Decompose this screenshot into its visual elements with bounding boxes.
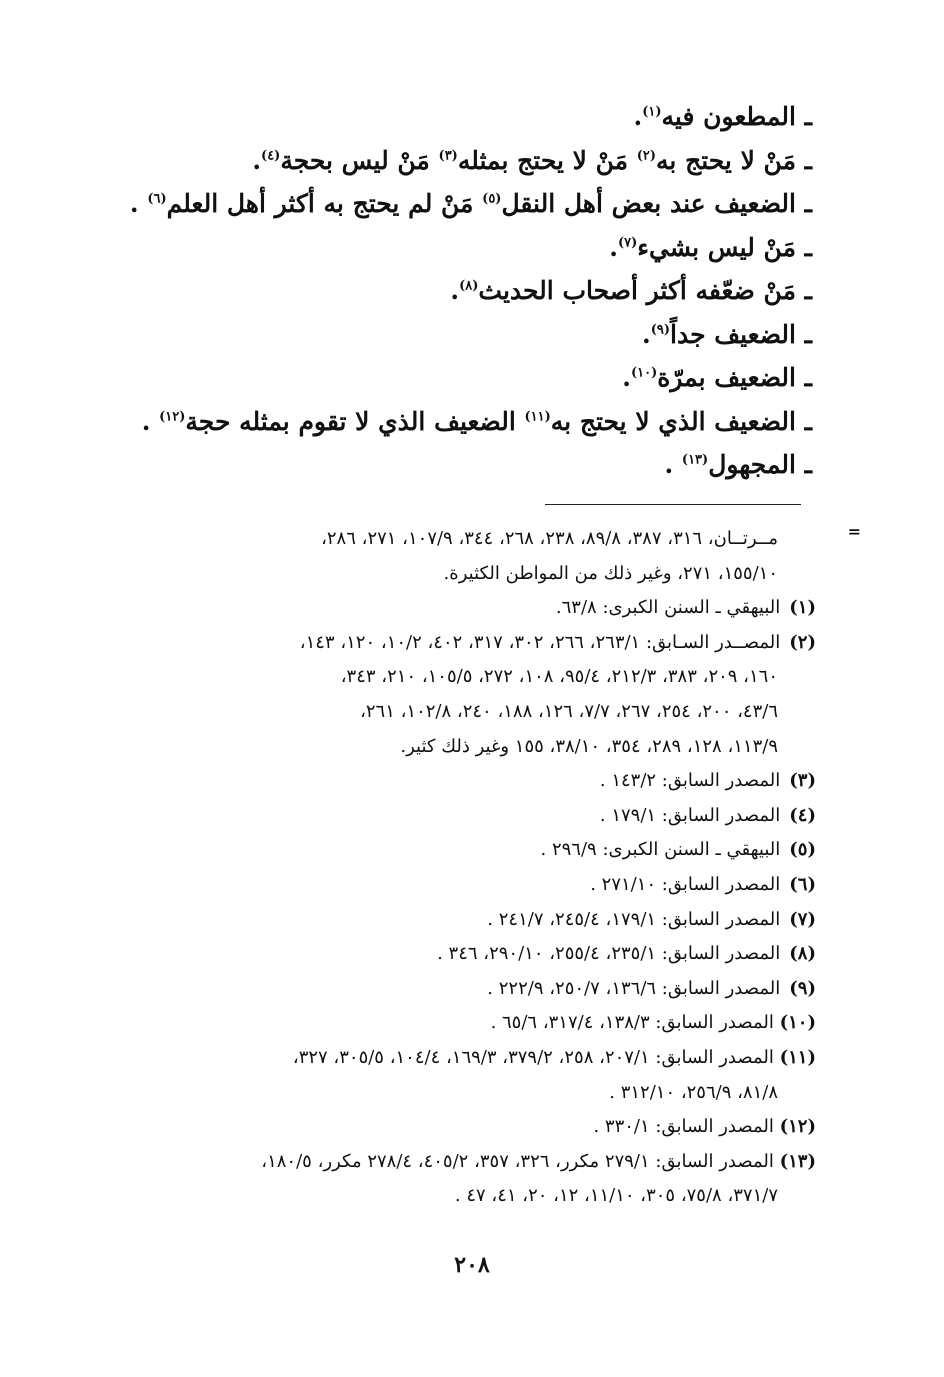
footnote-text: البيهقي ـ السنن الكبرى: ٢٩٦/٩ . bbox=[540, 839, 781, 861]
footnote-ref[interactable]: (٩) bbox=[650, 322, 671, 338]
footnote-ref[interactable]: (١٣) bbox=[681, 452, 709, 468]
footnote-ref[interactable]: (٨) bbox=[459, 278, 479, 294]
footnote-ref[interactable]: (٥) bbox=[482, 191, 502, 207]
footnote-2 bbox=[96, 626, 816, 661]
footnote-ref[interactable]: (١٢) bbox=[159, 409, 186, 425]
main-line-6: ـ الضعيف جداً$^{(٩)}$. bbox=[642, 319, 812, 349]
footnote-ref[interactable]: (٧) bbox=[617, 235, 638, 251]
footnotes-block bbox=[96, 522, 861, 1214]
footnote-text: المصــدر السـابق: ٢٦٣/١، ٢٦٦، ٣٠٢، ٣١٧، ٤٠٢، ١٠/٢، ١٢٠، ١٤٣، bbox=[299, 631, 781, 653]
footnote-11 bbox=[96, 1041, 816, 1076]
footnote-2-line-4: ١١٣/٩، ١٢٨، ٢٨٩، ٣٥٤، ٣٨/١٠، ١٥٥ وغير ذلك كثير. bbox=[400, 735, 778, 757]
footnote-number: (١) bbox=[789, 597, 816, 619]
footnote-13 bbox=[96, 1145, 816, 1180]
footnote-text: المصدر السابق: ١٣٨/٣، ٣١٧/٤، ٦٥/٦ . bbox=[490, 1012, 774, 1034]
main-line-8: ـ الضعيف الذي لا يحتج به$^{(١١)}$ الضعيف الذي لا تقوم بمثله حجة$^{(١٢)}$ . bbox=[141, 406, 812, 436]
main-line-1: ـ المطعون فيه$^{(١)}$. bbox=[633, 102, 812, 131]
footnote-2-line-3: ٤٣/٦، ٢٠٠، ٢٥٤، ٢٦٧، ٧/٧، ١٢٦، ١٨٨، ٢٤٠، ١٠٢/٨، ٢٦١، bbox=[360, 700, 778, 722]
footnote-13-line-2: ٣٧١/٧، ٧٥/٨، ٣٠٥، ١١/١٠، ١٢، ٢٠، ٤١، ٤٧ . bbox=[454, 1185, 778, 1207]
footnote-ref[interactable]: (١) bbox=[642, 104, 662, 120]
footnote-ref[interactable]: (٤) bbox=[261, 148, 281, 164]
footnote-number: (٣) bbox=[789, 770, 816, 792]
footnote-5 bbox=[96, 833, 816, 868]
footnote-divider bbox=[545, 504, 801, 505]
footnote-ref[interactable]: (٢) bbox=[636, 148, 657, 164]
main-line-4: ـ مَنْ ليس بشيء$^{(٧)}$. bbox=[609, 232, 812, 262]
footnote-number: (٩) bbox=[789, 977, 816, 999]
footnote-text: البيهقي ـ السنن الكبرى: ٦٣/٨. bbox=[555, 597, 781, 619]
main-line-2: ـ مَنْ لا يحتج به$^{(٢)}$ مَنْ لا يحتج بمثله$^{(٣)}$ مَنْ ليس بحجة$^{(٤)}$. bbox=[252, 145, 812, 175]
footnote-text: المصدر السابق: ١٤٣/٢ . bbox=[599, 770, 781, 792]
footnote-text: المصدر السابق: ١٧٩/١، ٢٤٥/٤، ٢٤١/٧ . bbox=[487, 908, 781, 930]
footnote-3 bbox=[96, 764, 816, 799]
footnote-8 bbox=[96, 937, 816, 972]
footnote-2-line-2: ١٦٠، ٢٠٩، ٣٨٣، ٢١٢/٣، ٩٥/٤، ١٠٨، ٢٧٢، ١٠٥/٥، ٢١٠، ٣٤٣، bbox=[340, 666, 778, 688]
footnote-ref[interactable]: (١١) bbox=[524, 409, 551, 425]
footnote-12 bbox=[96, 1110, 816, 1145]
footnote-1 bbox=[96, 591, 816, 626]
main-line-3: ـ الضعيف عند بعض أهل النقل$^{(٥)}$ مَنْ لم يحتج به أكثر أهل العلم$^{(٦)}$ . bbox=[129, 189, 812, 218]
footnote-number: (١٢) bbox=[779, 1116, 816, 1138]
footnote-text: المصدر السابق: ٢٣٥/١، ٢٥٥/٤، ٢٩٠/١٠، ٣٤٦ . bbox=[437, 943, 781, 965]
footnote-text: المصدر السابق: ٢٧٩/١ مكرر، ٣٢٦، ٣٥٧، ٤٠٥/٢، ٢٧٨/٤ مكرر، ١٨٠/٥، bbox=[261, 1150, 774, 1172]
footnote-number: (٢) bbox=[789, 631, 816, 653]
footnote-ref[interactable]: (١٠) bbox=[630, 365, 658, 381]
footnote-number: (١٠) bbox=[779, 1012, 816, 1034]
continuation-mark: = bbox=[847, 522, 861, 541]
footnote-4 bbox=[96, 799, 816, 834]
footnote-text: المصدر السابق: ٣٣٠/١ . bbox=[593, 1116, 774, 1138]
main-line-5: ـ مَنْ ضعّفه أكثر أصحاب الحديث$^{(٨)}$. bbox=[450, 276, 812, 305]
footnote-number: (٧) bbox=[789, 908, 816, 930]
page-number: ٢٠٨ bbox=[454, 1252, 490, 1278]
footnote-9 bbox=[96, 972, 816, 1007]
footnote-text: المصدر السابق: ٢٧١/١٠ . bbox=[590, 873, 781, 895]
footnote-7 bbox=[96, 903, 816, 938]
footnote-text: المصدر السابق: ١٣٦/٦، ٢٥٠/٧، ٢٢٢/٩ . bbox=[487, 977, 781, 999]
main-text-block bbox=[112, 95, 812, 487]
footnote-11-line-2: ٨١/٨، ٢٥٦/٩، ٣١٢/١٠ . bbox=[609, 1081, 778, 1103]
footnote-ref[interactable]: (٦) bbox=[147, 191, 167, 207]
footnote-continuation-line-1: مــرتــان، ٣١٦، ٣٨٧، ٨٩/٨، ٢٣٨، ٢٦٨، ٣٤٤، ١٠٧/٩، ٢٧١، ٢٨٦، bbox=[321, 528, 778, 549]
footnote-ref[interactable]: (٣) bbox=[438, 148, 458, 164]
footnote-number: (٦) bbox=[789, 873, 816, 895]
main-line-9: ـ المجهول$^{(١٣)}$ . bbox=[664, 450, 812, 479]
footnote-10 bbox=[96, 1006, 816, 1041]
footnote-number: (٥) bbox=[789, 839, 816, 861]
footnote-continuation-line-2: ١٥٥/١٠، ٢٧١، وغير ذلك من المواطن الكثيرة. bbox=[443, 562, 778, 584]
footnote-number: (١١) bbox=[779, 1046, 816, 1068]
main-line-7: ـ الضعيف بمرّة$^{(١٠)}$. bbox=[622, 363, 812, 392]
footnote-6 bbox=[96, 868, 816, 903]
footnote-text: المصدر السابق: ١٧٩/١ . bbox=[599, 804, 781, 826]
footnote-number: (٤) bbox=[789, 804, 816, 826]
footnote-number: (١٣) bbox=[779, 1150, 816, 1172]
footnote-text: المصدر السابق: ٢٠٧/١، ٢٥٨، ٣٧٩/٢، ١٦٩/٣، ١٠٤/٤، ٣٠٥/٥، ٣٢٧، bbox=[292, 1046, 774, 1068]
footnote-number: (٨) bbox=[789, 943, 816, 965]
